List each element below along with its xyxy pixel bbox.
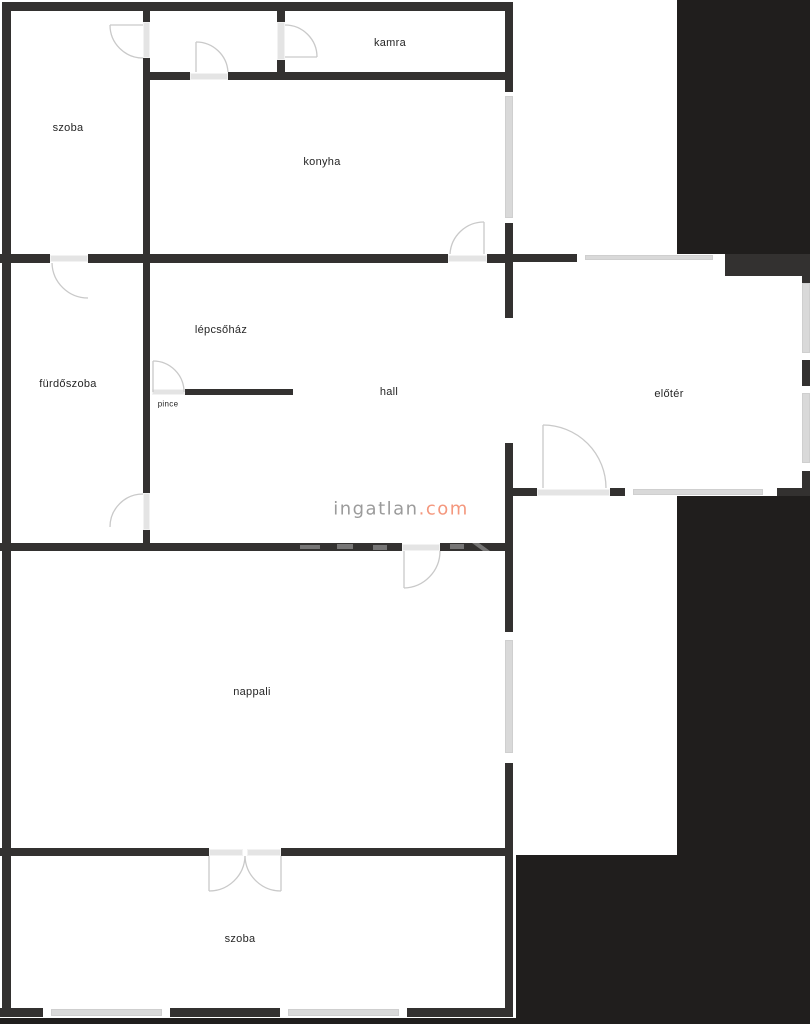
wall-segment	[0, 543, 402, 551]
wall-segment	[0, 254, 50, 263]
watermark-tld-text: .com	[418, 498, 469, 520]
wall-segment	[487, 254, 513, 263]
room-label-furdoszoba: fürdőszoba	[39, 378, 97, 390]
ingatlan-watermark	[333, 499, 469, 520]
room-label-lepcsohaz: lépcsőház	[194, 324, 248, 336]
window-cap	[43, 1009, 51, 1016]
wall-segment	[277, 11, 285, 22]
window-cap	[505, 92, 513, 96]
room-label-pince: pince	[157, 399, 179, 409]
room-label-szoba-bottom: szoba	[224, 933, 256, 945]
wall-segment	[185, 389, 293, 395]
room-label-kamra: kamra	[373, 37, 407, 49]
window-cap	[763, 489, 777, 495]
door-leaf	[247, 849, 281, 856]
room-label-eloter: előtér	[654, 388, 684, 400]
door-leaf	[50, 255, 88, 262]
floorplan-canvas-bottom	[0, 848, 516, 1018]
window	[505, 640, 513, 753]
window-cap	[399, 1009, 407, 1016]
wall-segment	[277, 60, 285, 72]
door-leaf	[448, 255, 487, 262]
window-cap	[505, 218, 513, 223]
wall-segment	[2, 2, 11, 1016]
wall-segment	[505, 856, 513, 1016]
wall-segment	[513, 488, 537, 496]
window-cap	[505, 753, 513, 763]
door-leaf	[537, 489, 610, 496]
wall-segment	[143, 72, 190, 80]
wall-segment	[505, 263, 513, 318]
window	[802, 283, 810, 353]
window	[288, 1009, 399, 1016]
room-label-szoba-top: szoba	[52, 122, 84, 134]
wall-segment	[228, 72, 505, 80]
window-cap	[802, 463, 810, 471]
window-cap	[625, 489, 633, 495]
wall-segment	[0, 848, 209, 856]
door-leaf	[190, 73, 228, 80]
wall-segment	[143, 263, 150, 493]
window	[585, 255, 713, 260]
room-label-hall: hall	[379, 386, 399, 398]
room-label-nappali: nappali	[233, 686, 271, 698]
wall-segment	[88, 254, 448, 263]
window	[633, 489, 763, 495]
door-leaf	[277, 22, 285, 60]
wall-segment	[143, 530, 150, 544]
door-leaf	[402, 544, 440, 551]
floorplan-canvas-eloter	[513, 254, 810, 496]
window	[802, 393, 810, 463]
door-leaf	[209, 849, 243, 856]
wall-segment	[513, 254, 577, 262]
window-cap	[802, 386, 810, 393]
wall-segment	[2, 2, 513, 11]
window-cap	[577, 255, 585, 261]
wall-segment	[725, 254, 810, 276]
door-leaf	[143, 22, 150, 58]
wall-segment	[440, 543, 513, 551]
door-leaf	[143, 493, 150, 530]
window-cap	[505, 632, 513, 640]
window-cap	[162, 1009, 170, 1016]
wall-segment	[143, 58, 150, 254]
window	[51, 1009, 162, 1016]
wall-segment	[281, 848, 513, 856]
window	[505, 96, 513, 218]
watermark-brand-text: ingatlan	[333, 498, 419, 520]
wall-segment	[407, 1008, 513, 1017]
window-cap	[280, 1009, 288, 1016]
window-cap	[802, 353, 810, 360]
wall-segment	[170, 1008, 280, 1017]
wall-segment	[143, 11, 150, 22]
window-cap	[713, 255, 725, 261]
wall-segment	[610, 488, 625, 496]
room-label-konyha: konyha	[303, 156, 341, 168]
door-leaf	[152, 389, 185, 395]
wall-segment	[0, 1008, 43, 1017]
